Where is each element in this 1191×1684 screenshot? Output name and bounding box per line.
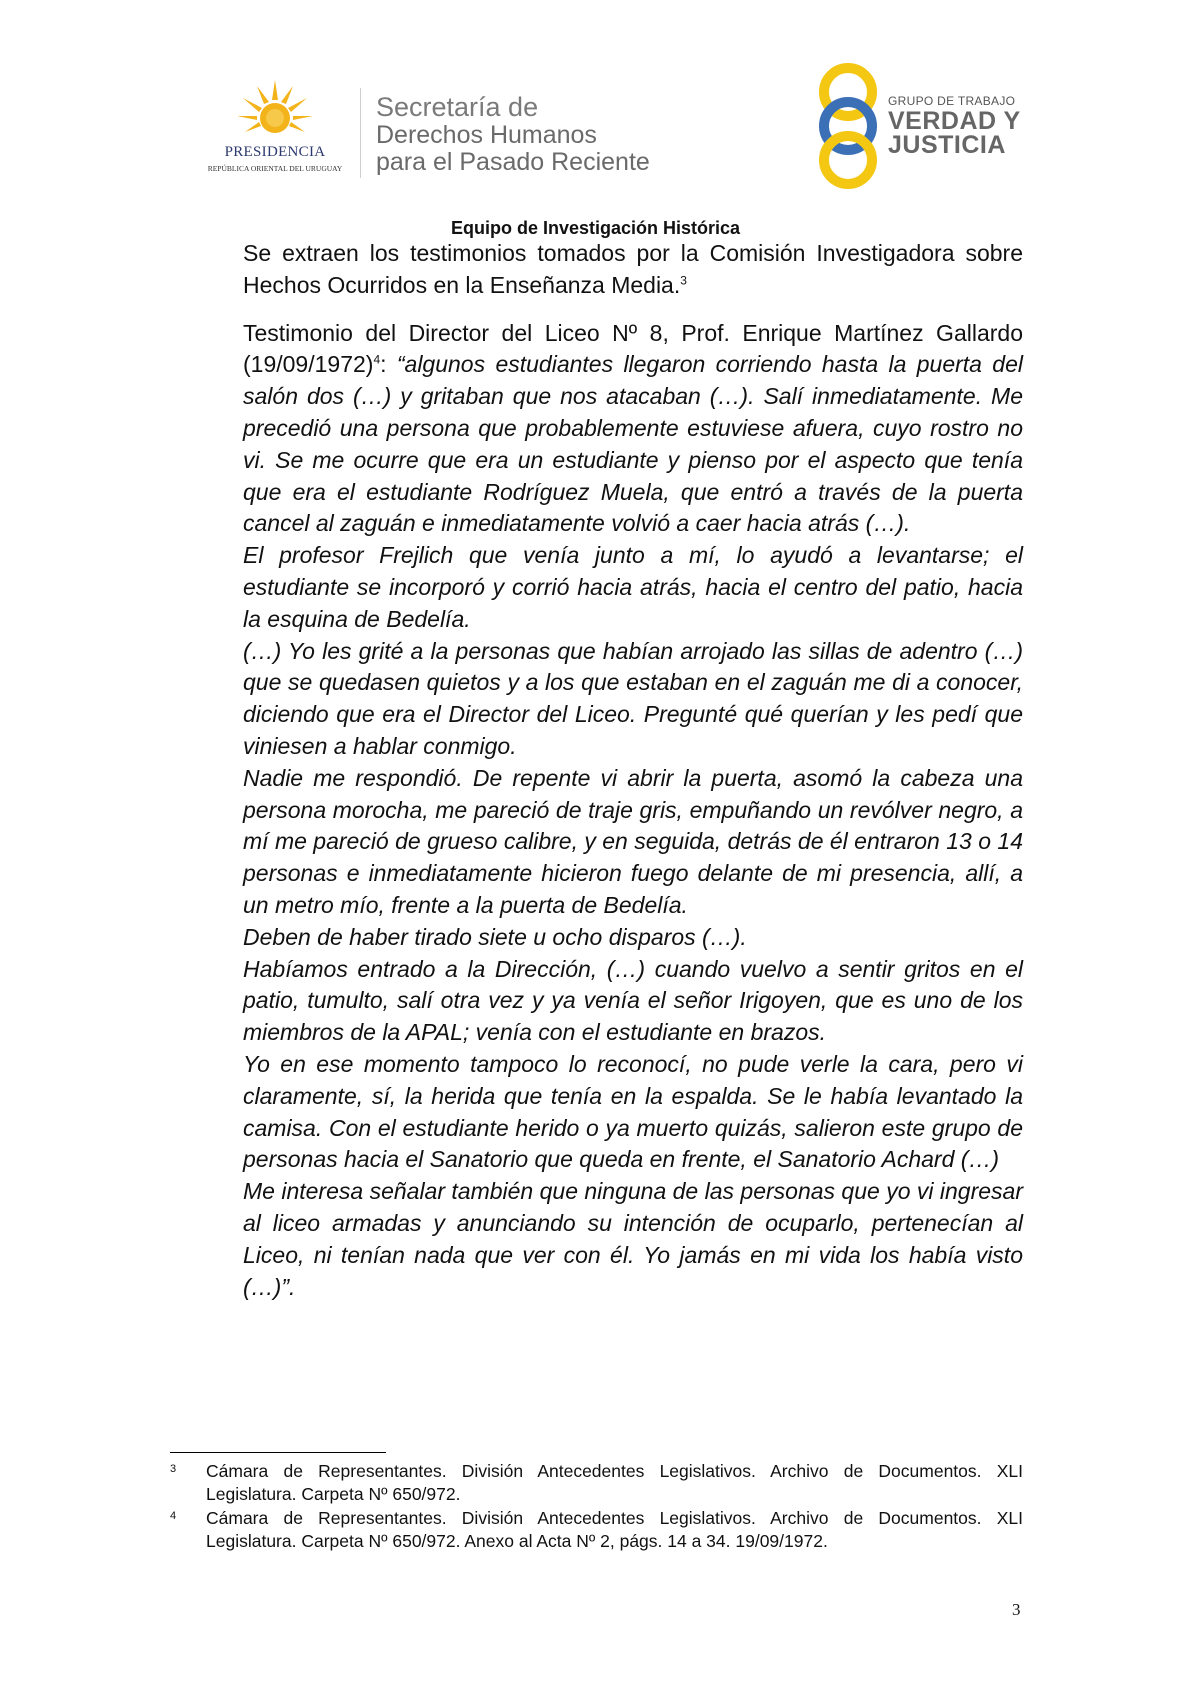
- verdad-label: VERDAD Y: [888, 107, 1021, 135]
- sun-icon: [235, 78, 315, 142]
- header-divider: [360, 88, 361, 178]
- quote-part-7: Yo en ese momento tampoco lo reconocí, no pude verle la cara, pero vi claramente, sí, la herida que tenía en la espalda. Se le había levantado la camisa. Con el estudiante herido o ya muerto quizás, salieron este grupo de personas hacia el Sanatorio que queda en frente, el Sanatorio Achard (…): [243, 1050, 1023, 1173]
- intro-paragraph: [243, 238, 1023, 302]
- footnote-separator: [170, 1452, 386, 1453]
- page-header: [0, 0, 1191, 200]
- presidencia-logo: [195, 78, 355, 178]
- quote-part-6: Habíamos entrado a la Dirección, (…) cuando vuelvo a sentir gritos en el patio, tumulto, salí otra vez y ya venía el señor Irigoyen, que es uno de los miembros de la APAL; venía con el estudiante en brazos.: [243, 955, 1023, 1046]
- quote-part-8: Me interesa señalar también que ninguna de las personas que yo vi ingresar al liceo armadas y anunciando su intención de ocuparlo, pertenecían al Liceo, ni tenían nada que ver con él. Yo jamás en mi vida los había visto (…)”.: [243, 1178, 1023, 1300]
- secretaria-line-1: Secretaría de: [376, 92, 539, 122]
- justicia-label: JUSTICIA: [888, 131, 1006, 159]
- rings-icon: [812, 62, 888, 192]
- team-title: Equipo de Investigación Histórica: [450, 218, 741, 238]
- intro-text: Se extraen los testimonios tomados por la Comisión Investigadora sobre Hechos Ocurridos en la Enseñanza Media.: [243, 240, 1023, 298]
- secretaria-line-2: Derechos Humanos: [376, 121, 597, 149]
- quote-part-1: “algunos estudiantes llegaron corriendo hasta la puerta del salón dos (…) y gritaban que nos atacaban (…). Salí inmediatamente. Me precedió una persona que probablemente estuviese afuera, cuyo rostro no vi. Se me ocurre que era un estudiante y pienso por el aspecto que tenía que era el estudiante Rodríguez Muela, que entró a través de la puerta cancel al zaguán e inmediatamente volvió a caer hacia atrás (…).: [243, 351, 1023, 537]
- testimony-colon: :: [380, 351, 397, 378]
- testimony-paragraph: [243, 318, 1023, 541]
- footnote-4: [170, 1507, 1023, 1553]
- secretaria-title: [376, 92, 650, 176]
- quote-part-2: El profesor Frejlich que venía junto a mí, lo ayudó a levantarse; el estudiante se incorporó y corrió hacia atrás, hacia el centro del patio, hacia la esquina de Bedelía.: [243, 542, 1023, 632]
- quote-part-5: Deben de haber tirado siete u ocho disparos (…).: [243, 923, 747, 950]
- secretaria-line-3: para el Pasado Reciente: [376, 148, 650, 176]
- presidencia-name: PRESIDENCIA: [224, 144, 326, 160]
- grupo-de-trabajo-label: GRUPO DE TRABAJO: [888, 94, 1016, 108]
- verdad-justicia-logo: [812, 62, 1072, 192]
- document-body: [243, 238, 1023, 1303]
- testimony-lead: Testimonio del Director del Liceo Nº 8, Prof. Enrique Martínez Gallardo (19/09/1972): [243, 319, 1023, 378]
- footnote-ref-3: 3: [680, 273, 687, 288]
- footnotes: [170, 1460, 1023, 1554]
- footnote-number: 3: [170, 1463, 177, 1475]
- footnote-number: 4: [170, 1510, 177, 1522]
- quote-part-4: Nadie me respondió. De repente vi abrir la puerta, asomó la cabeza una persona morocha, me pareció de traje gris, empuñando un revólver negro, a mí me pareció de grueso calibre, y en seguida, detrás de él entraron 13 o 14 personas e inmediatamente hicieron fuego delante de mi presencia, allí, a un metro mío, frente a la puerta de Bedelía.: [243, 764, 1023, 918]
- footnote-ref-4: 4: [373, 352, 381, 367]
- footnote-3: [170, 1460, 1023, 1506]
- footnote-text: Cámara de Representantes. División Antecedentes Legislativos. Archivo de Documentos. XLI Legislatura. Carpeta Nº 650/972. Anexo al Acta Nº 2, págs. 14 a 34. 19/09/1972.: [206, 1508, 1023, 1551]
- presidencia-subtitle: REPÚBLICA ORIENTAL DEL URUGUAY: [207, 164, 343, 173]
- quote-part-3: (…) Yo les grité a la personas que habían arrojado las sillas de adentro (…) que se quedasen quietos y a los que estaban en el zaguán me di a conocer, diciendo que era el Director del Liceo. Pregunté qué querían y les pedí que viniesen a hablar conmigo.: [243, 637, 1023, 759]
- page-number: 3: [1012, 1600, 1021, 1619]
- footnote-text: Cámara de Representantes. División Antecedentes Legislativos. Archivo de Documentos. XLI Legislatura. Carpeta Nº 650/972.: [206, 1461, 1023, 1504]
